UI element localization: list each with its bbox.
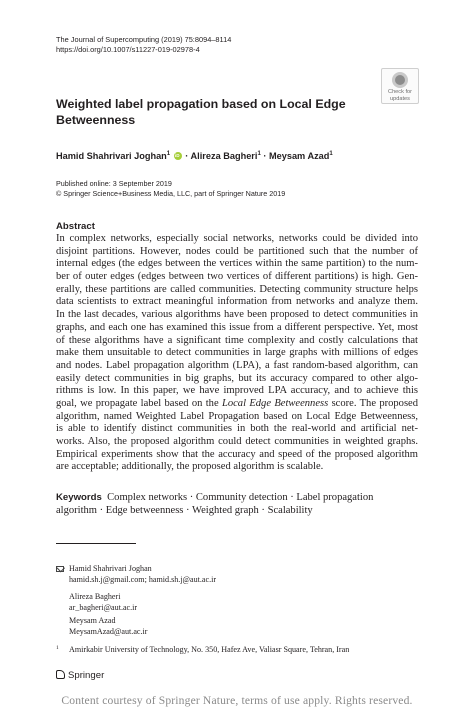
- copyright-line: © Springer Science+Business Media, LLC, part of Springer Nature 2019: [56, 189, 286, 198]
- correspondence-email[interactable]: hamid.sh.j@gmail.com; hamid.sh.j@aut.ac.ir: [69, 574, 217, 584]
- correspondence-entry: [69, 616, 147, 637]
- abstract-heading: Abstract: [56, 221, 95, 232]
- author-affiliation-mark: 1: [257, 151, 261, 157]
- abstract-line: is able to identify distinct communities in both the real-world and artificial net-: [56, 423, 418, 435]
- keywords-heading: Keywords: [56, 492, 102, 503]
- springer-horse-icon: [56, 670, 65, 679]
- abstract-line-with-term: [56, 398, 418, 411]
- abstract-line-head: goal, we propagate label based on the: [56, 397, 222, 409]
- title-line-2: Betweenness: [56, 113, 136, 127]
- orcid-icon[interactable]: [174, 152, 182, 160]
- doi-link[interactable]: https://doi.org/10.1007/s11227-019-02978-4: [56, 44, 200, 54]
- correspondence-entry: [69, 592, 137, 613]
- abstract-line: ber of outer edges (edges between two vertices of different partitions) is high. Gen-: [56, 271, 418, 283]
- publisher-logo: [56, 670, 104, 682]
- title-line-1: Weighted label propagation based on Local Edge: [56, 97, 346, 111]
- correspondence-entry: [69, 564, 216, 585]
- abstract-line: and nodes. Label propagation algorithm (LPA), a fast random-based algorithm, can: [56, 359, 418, 371]
- author-affiliation-mark: 1: [166, 151, 171, 157]
- author-name[interactable]: Hamid Shahrivari Joghan: [56, 151, 167, 161]
- published-online: Published online: 3 September 2019: [56, 179, 172, 188]
- author-name[interactable]: Alireza Bagheri: [190, 151, 258, 161]
- abstract-line: works. Also, the proposed algorithm could detect communities in weighted graphs.: [56, 436, 418, 447]
- abstract-line: of these algorithms have a significant time complexity and costly calculations that: [56, 334, 418, 346]
- publication-info: [56, 179, 426, 199]
- check-for-updates-badge[interactable]: [381, 68, 419, 104]
- author-name[interactable]: Meysam Azad: [268, 151, 330, 161]
- footnote-divider: [56, 543, 136, 544]
- abstract-line: easily detect communities in big graphs, but its accuracy compared to other algo-: [56, 372, 418, 384]
- author-list: [56, 148, 426, 162]
- abstract-line: graphs, and each one has examined this issue from a different perspective. Yet, most: [56, 321, 418, 333]
- affiliation-mark: 1: [56, 645, 59, 651]
- abstract-line: erally, these partitions are called communities. Detecting community structure helps: [56, 283, 418, 295]
- correspondence-email[interactable]: ar_bagheri@aut.ac.ir: [69, 602, 138, 612]
- check-for-updates-icon: [392, 72, 408, 88]
- keywords-list-2: algorithm · Edge betweenness · Weighted graph · Scalability: [56, 505, 313, 516]
- correspondence-email[interactable]: MeysamAzad@aut.ac.ir: [69, 626, 148, 636]
- italic-term: Local Edge Betweenness: [221, 397, 329, 409]
- keywords-section: [56, 491, 418, 517]
- author-separator: ·: [263, 151, 267, 161]
- abstract-line: data scientists to extract meaningful information from networks and analyze them.: [56, 296, 418, 308]
- courtesy-notice: Content courtesy of Springer Nature, terms of use apply. Rights reserved.: [61, 694, 413, 707]
- abstract-line: algorithm, named Weighted Label Propagation based on Local Edge Betweenness,: [56, 410, 418, 422]
- abstract-line: In complex networks, especially social networks, networks could be divided into: [56, 233, 418, 244]
- journal-citation: The Journal of Supercomputing (2019) 75:8094–8114: [56, 35, 232, 44]
- check-for-updates-line2: updates: [390, 96, 410, 103]
- abstract-line: are acceptable; additionally, the proposed algorithm is scalable.: [56, 461, 324, 473]
- publisher-name: Springer: [68, 670, 105, 681]
- correspondence-name: Hamid Shahrivari Joghan: [69, 564, 152, 573]
- abstract-line: In the last decades, various algorithms have been proposed to detect communities in: [56, 309, 418, 321]
- author-separator: ·: [185, 151, 189, 161]
- author-affiliation-mark: 1: [329, 151, 333, 157]
- envelope-icon: [56, 566, 64, 572]
- abstract-line: rithms is low. In this paper, we have improved LPA accuracy, and to achieve this: [56, 385, 418, 397]
- paper-title: [56, 96, 386, 128]
- abstract-line: make them unsuitable to detect communities in large graphs with millions of edges: [56, 347, 418, 359]
- journal-header: [56, 35, 386, 54]
- check-for-updates-line1: Check for: [388, 89, 412, 95]
- keywords-line-1: [56, 491, 418, 504]
- abstract-line: Empirical experiments show that the accuracy and speed of the proposed algorithm: [56, 448, 418, 460]
- abstract-line-tail: score. The proposed: [328, 397, 419, 409]
- abstract-line: disjoint partitions. However, nodes could be partitioned such that the number of: [56, 245, 418, 257]
- correspondence-name: Alireza Bagheri: [69, 592, 121, 601]
- affiliation-text: Amirkabir University of Technology, No. 350, Hafez Ave, Valiasr Square, Tehran, Iran: [69, 645, 350, 654]
- abstract-line: internal edges (the edges between the vertices within the same partition) to the num-: [56, 258, 418, 270]
- keywords-list-1: Complex networks · Community detection · Label propagation: [107, 492, 374, 503]
- abstract-body: [56, 233, 418, 474]
- correspondence-name: Meysam Azad: [69, 616, 116, 625]
